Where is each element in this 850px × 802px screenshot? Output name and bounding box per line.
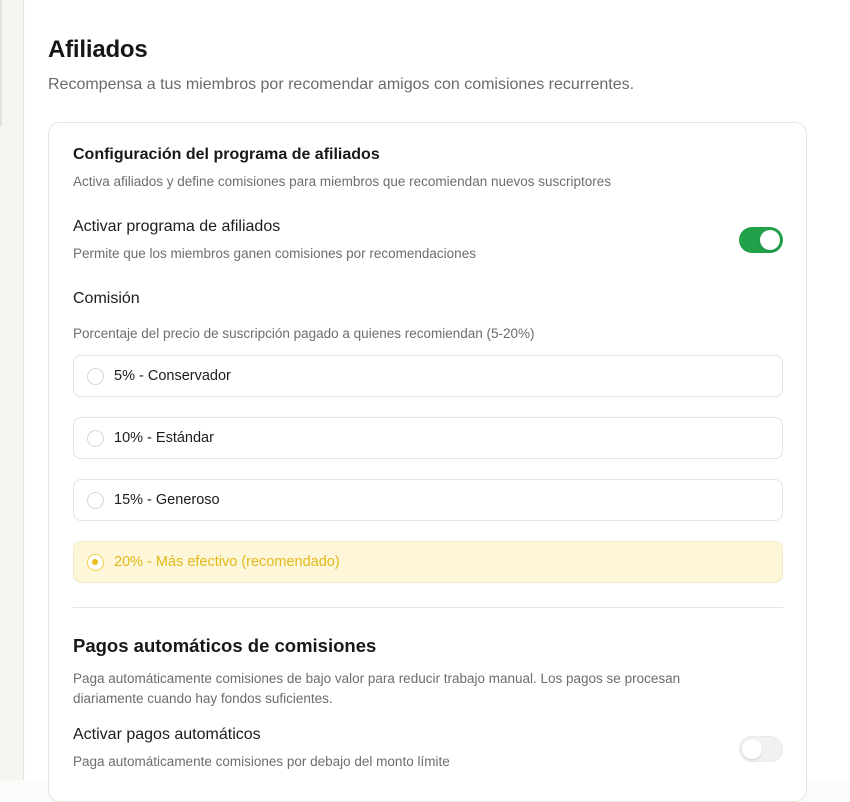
commission-option-20[interactable]: [73, 541, 783, 583]
enable-program-description: Permite que los miembros ganen comisiones por recomendaciones: [73, 246, 476, 261]
commission-title: Comisión: [73, 290, 140, 307]
card-title: Configuración del programa de afiliados: [73, 146, 380, 163]
enable-auto-payouts-toggle[interactable]: [739, 736, 783, 762]
enable-auto-payouts-description: Paga automáticamente comisiones por debajo del monto límite: [73, 754, 450, 769]
option-label: 20% - Más efectivo (recomendado): [114, 554, 340, 570]
page-title: Afiliados: [48, 36, 148, 63]
option-label: 15% - Generoso: [114, 492, 220, 508]
auto-payouts-description: Paga automáticamente comisiones de bajo valor para reducir trabajo manual. Los pagos se procesan diariamente cuando hay fondos suficientes.: [73, 671, 681, 706]
radio-button[interactable]: [87, 492, 104, 509]
enable-program-title: Activar programa de afiliados: [73, 218, 281, 235]
commission-option-5[interactable]: [73, 355, 783, 397]
commission-option-10[interactable]: [73, 417, 783, 459]
radio-button[interactable]: [87, 368, 104, 385]
section-divider: [73, 607, 783, 608]
enable-auto-payouts-title: Activar pagos automáticos: [73, 726, 261, 743]
auto-payouts-title: Pagos automáticos de comisiones: [73, 635, 377, 656]
toggle-knob: [742, 739, 762, 759]
toggle-knob: [760, 230, 780, 250]
sidebar-edge: [0, 0, 24, 780]
radio-dot-icon: [92, 559, 98, 565]
commission-option-15[interactable]: [73, 479, 783, 521]
affiliate-settings-card: [48, 122, 807, 802]
radio-button-selected[interactable]: [87, 554, 104, 571]
enable-program-toggle[interactable]: [739, 227, 783, 253]
radio-button[interactable]: [87, 430, 104, 447]
sidebar-divider: [0, 0, 2, 126]
option-label: 5% - Conservador: [114, 368, 231, 384]
commission-description: Porcentaje del precio de suscripción pagado a quienes recomiendan (5-20%): [73, 326, 535, 341]
settings-main: [25, 0, 850, 780]
page-subtitle: Recompensa a tus miembros por recomendar amigos con comisiones recurrentes.: [48, 76, 635, 93]
card-description: Activa afiliados y define comisiones para miembros que recomiendan nuevos suscriptores: [73, 174, 612, 189]
option-label: 10% - Estándar: [114, 430, 214, 446]
